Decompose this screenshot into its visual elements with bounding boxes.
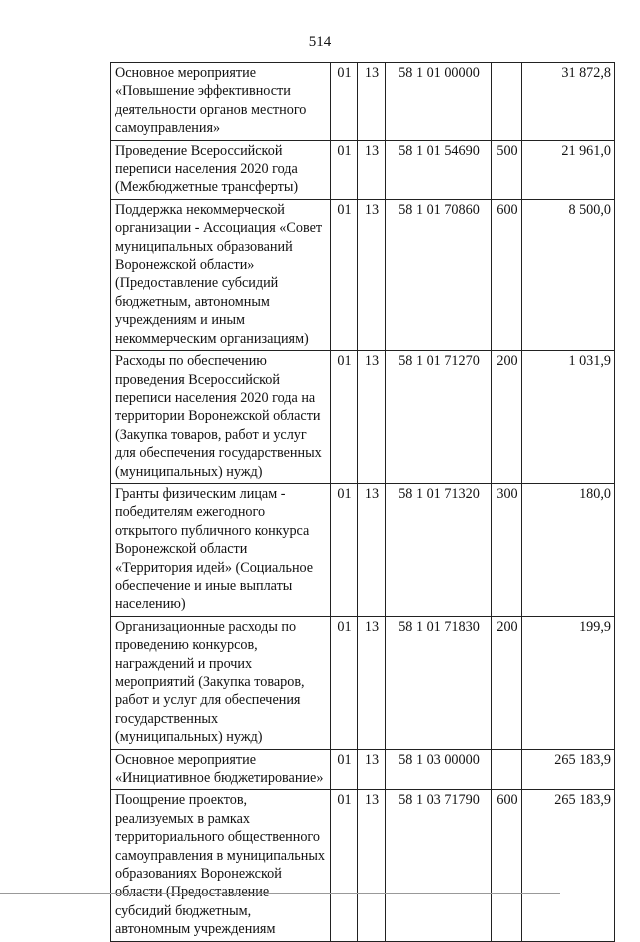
section-code-cell: 01 [331, 63, 358, 141]
expense-name-cell: Проведение Всероссийской переписи населения 2020 года (Межбюджетные трансферты) [111, 140, 331, 199]
target-article-cell: 58 1 01 71320 [386, 483, 492, 616]
expense-name-cell: Организационные расходы по проведению конкурсов, награждений и прочих мероприятий (Закупка товаров, работ и услуг для обеспечения государственных (муниципальных) нужд) [111, 616, 331, 749]
subsection-code-cell: 13 [358, 790, 386, 941]
amount-cell: 265 183,9 [522, 749, 615, 790]
target-article-cell: 58 1 01 70860 [386, 199, 492, 350]
subsection-code-cell: 13 [358, 483, 386, 616]
budget-table-body [111, 63, 615, 942]
amount-cell: 31 872,8 [522, 63, 615, 141]
table-row [111, 790, 615, 941]
expense-name-cell: Основное мероприятие «Повышение эффективности деятельности органов местного самоуправления» [111, 63, 331, 141]
section-code-cell: 01 [331, 140, 358, 199]
section-code-cell: 01 [331, 483, 358, 616]
subsection-code-cell: 13 [358, 63, 386, 141]
expense-type-cell: 200 [492, 616, 522, 749]
table-row [111, 483, 615, 616]
expense-name-cell: Основное мероприятие «Инициативное бюджетирование» [111, 749, 331, 790]
expense-name-cell: Поощрение проектов, реализуемых в рамках территориального общественного самоуправления в муниципальных образованиях Воронежской области (Предоставление субсидий бюджетным, автономным учреждениям [111, 790, 331, 941]
table-row [111, 616, 615, 749]
subsection-code-cell: 13 [358, 140, 386, 199]
subsection-code-cell: 13 [358, 199, 386, 350]
expense-name-cell: Расходы по обеспечению проведения Всероссийской переписи населения 2020 года на территории Воронежской области (Закупка товаров, работ и услуг для обеспечения государственных (муниципальных) нужд) [111, 351, 331, 484]
target-article-cell: 58 1 03 71790 [386, 790, 492, 941]
expense-type-cell: 300 [492, 483, 522, 616]
section-code-cell: 01 [331, 199, 358, 350]
expense-type-cell [492, 63, 522, 141]
subsection-code-cell: 13 [358, 749, 386, 790]
amount-cell: 180,0 [522, 483, 615, 616]
expense-type-cell: 200 [492, 351, 522, 484]
expense-type-cell [492, 749, 522, 790]
amount-cell: 21 961,0 [522, 140, 615, 199]
target-article-cell: 58 1 01 54690 [386, 140, 492, 199]
amount-cell: 8 500,0 [522, 199, 615, 350]
footer-divider [0, 893, 560, 894]
table-row [111, 749, 615, 790]
section-code-cell: 01 [331, 790, 358, 941]
page-number: 514 [308, 34, 332, 50]
expense-name-cell: Гранты физическим лицам - победителям ежегодного открытого публичного конкурса Воронежской области «Территория идей» (Социальное обеспечение и иные выплаты населению) [111, 483, 331, 616]
target-article-cell: 58 1 03 00000 [386, 749, 492, 790]
table-row [111, 351, 615, 484]
table-row [111, 199, 615, 350]
budget-table [110, 62, 615, 942]
subsection-code-cell: 13 [358, 616, 386, 749]
amount-cell: 1 031,9 [522, 351, 615, 484]
section-code-cell: 01 [331, 749, 358, 790]
expense-type-cell: 600 [492, 199, 522, 350]
amount-cell: 199,9 [522, 616, 615, 749]
target-article-cell: 58 1 01 00000 [386, 63, 492, 141]
target-article-cell: 58 1 01 71830 [386, 616, 492, 749]
section-code-cell: 01 [331, 616, 358, 749]
subsection-code-cell: 13 [358, 351, 386, 484]
expense-name-cell: Поддержка некоммерческой организации - Ассоциация «Совет муниципальных образований Воронежской области» (Предоставление субсидий бюджетным, автономным учреждениям и иным некоммерческим организациям) [111, 199, 331, 350]
amount-cell: 265 183,9 [522, 790, 615, 941]
expense-type-cell: 500 [492, 140, 522, 199]
expense-type-cell: 600 [492, 790, 522, 941]
target-article-cell: 58 1 01 71270 [386, 351, 492, 484]
table-row [111, 140, 615, 199]
table-row [111, 63, 615, 141]
section-code-cell: 01 [331, 351, 358, 484]
